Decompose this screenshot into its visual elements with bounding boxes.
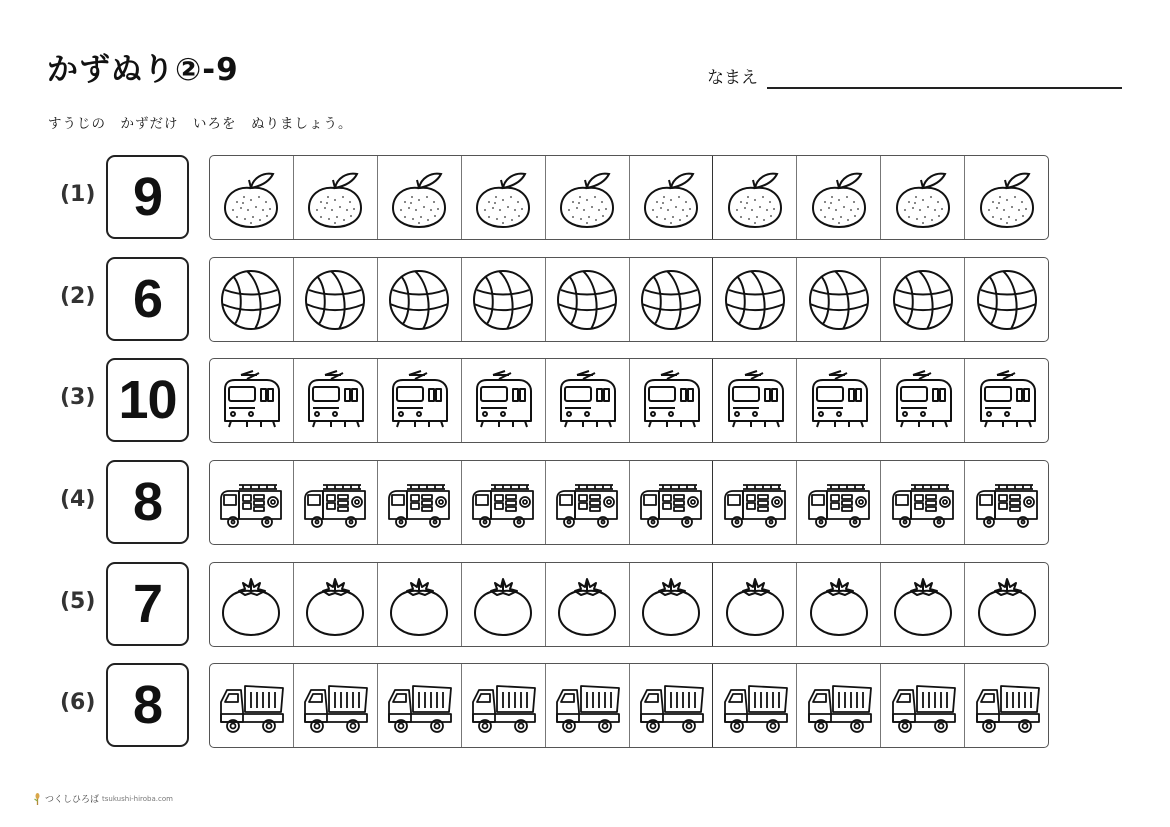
target-count-box: 6 [106, 257, 189, 341]
row-number-label: (3) [60, 385, 96, 410]
coloring-cell[interactable] [713, 461, 797, 544]
fire-truck-icon [889, 469, 957, 537]
worksheet-row [0, 562, 1100, 648]
target-count-box: 9 [106, 155, 189, 239]
basketball-icon [637, 266, 705, 334]
mandarin-orange-icon [973, 164, 1041, 232]
fire-truck-icon [973, 469, 1041, 537]
fire-truck-icon [721, 469, 789, 537]
coloring-cell[interactable] [797, 359, 881, 442]
basketball-icon [889, 266, 957, 334]
dump-truck-icon [217, 672, 285, 740]
tomato-icon [553, 571, 621, 639]
coloring-cell[interactable] [881, 563, 965, 646]
dump-truck-icon [637, 672, 705, 740]
tomato-icon [889, 571, 957, 639]
coloring-cell[interactable] [378, 563, 462, 646]
coloring-cell[interactable] [713, 563, 797, 646]
coloring-cells [209, 663, 1049, 748]
tomato-icon [973, 571, 1041, 639]
train-icon [637, 367, 705, 435]
coloring-cell[interactable] [210, 664, 294, 747]
tomato-icon [637, 571, 705, 639]
coloring-cell[interactable] [462, 156, 546, 239]
coloring-cell[interactable] [294, 563, 378, 646]
coloring-cell[interactable] [210, 461, 294, 544]
coloring-cell[interactable] [378, 359, 462, 442]
coloring-cell[interactable] [713, 664, 797, 747]
coloring-cell[interactable] [630, 359, 714, 442]
name-label: なまえ [707, 68, 758, 88]
basketball-icon [385, 266, 453, 334]
coloring-cell[interactable] [462, 359, 546, 442]
mandarin-orange-icon [385, 164, 453, 232]
coloring-cell[interactable] [881, 258, 965, 341]
fire-truck-icon [301, 469, 369, 537]
tomato-icon [301, 571, 369, 639]
coloring-cell[interactable] [210, 359, 294, 442]
train-icon [469, 367, 537, 435]
mandarin-orange-icon [553, 164, 621, 232]
coloring-cell[interactable] [462, 258, 546, 341]
coloring-cell[interactable] [881, 664, 965, 747]
coloring-cell[interactable] [462, 563, 546, 646]
coloring-cell[interactable] [797, 563, 881, 646]
coloring-cell[interactable] [210, 258, 294, 341]
mandarin-orange-icon [805, 164, 873, 232]
fire-truck-icon [385, 469, 453, 537]
coloring-cell[interactable] [546, 664, 630, 747]
coloring-cell[interactable] [797, 461, 881, 544]
train-icon [385, 367, 453, 435]
train-icon [553, 367, 621, 435]
train-icon [973, 367, 1041, 435]
coloring-cell[interactable] [294, 664, 378, 747]
basketball-icon [721, 266, 789, 334]
coloring-cells [209, 562, 1049, 647]
coloring-cell[interactable] [546, 359, 630, 442]
basketball-icon [301, 266, 369, 334]
coloring-cell[interactable] [630, 461, 714, 544]
basketball-icon [553, 266, 621, 334]
basketball-icon [805, 266, 873, 334]
target-count-box: 7 [106, 562, 189, 646]
dump-truck-icon [385, 672, 453, 740]
coloring-cell[interactable] [630, 563, 714, 646]
mandarin-orange-icon [469, 164, 537, 232]
fire-truck-icon [805, 469, 873, 537]
coloring-cell[interactable] [713, 359, 797, 442]
footer-brand: つくしひろば [45, 795, 100, 805]
coloring-cells [209, 358, 1049, 443]
row-number-label: (5) [60, 589, 96, 614]
fire-truck-icon [217, 469, 285, 537]
train-icon [301, 367, 369, 435]
coloring-cell[interactable] [546, 258, 630, 341]
coloring-cell[interactable] [965, 156, 1048, 239]
fire-truck-icon [469, 469, 537, 537]
train-icon [217, 367, 285, 435]
dump-truck-icon [469, 672, 537, 740]
mandarin-orange-icon [301, 164, 369, 232]
coloring-cell[interactable] [294, 359, 378, 442]
coloring-cell[interactable] [378, 664, 462, 747]
coloring-cell[interactable] [294, 156, 378, 239]
coloring-cell[interactable] [462, 664, 546, 747]
coloring-cell[interactable] [294, 258, 378, 341]
page-title: かずぬり②-9 [47, 52, 239, 88]
coloring-cell[interactable] [797, 258, 881, 341]
footer [33, 792, 173, 805]
coloring-cell[interactable] [630, 664, 714, 747]
worksheet-row [0, 257, 1100, 343]
row-number-label: (1) [60, 182, 96, 207]
coloring-cell[interactable] [630, 156, 714, 239]
name-field-line[interactable] [767, 87, 1122, 89]
coloring-cell[interactable] [546, 461, 630, 544]
coloring-cell[interactable] [797, 664, 881, 747]
coloring-cell[interactable] [965, 258, 1048, 341]
tomato-icon [217, 571, 285, 639]
target-count-box: 8 [106, 663, 189, 747]
coloring-cell[interactable] [965, 461, 1048, 544]
train-icon [889, 367, 957, 435]
coloring-cell[interactable] [630, 258, 714, 341]
mandarin-orange-icon [889, 164, 957, 232]
row-number-label: (6) [60, 690, 96, 715]
coloring-cell[interactable] [378, 156, 462, 239]
target-count-box: 8 [106, 460, 189, 544]
coloring-cell[interactable] [797, 156, 881, 239]
tsukushi-sprout-icon [33, 793, 42, 805]
row-number-label: (4) [60, 487, 96, 512]
instruction-text: すうじの かずだけ いろを ぬりましょう。 [48, 116, 353, 132]
dump-truck-icon [553, 672, 621, 740]
worksheet-row [0, 663, 1100, 749]
coloring-cell[interactable] [881, 461, 965, 544]
coloring-cell[interactable] [965, 563, 1048, 646]
coloring-cell[interactable] [546, 156, 630, 239]
fire-truck-icon [637, 469, 705, 537]
target-count-box: 10 [106, 358, 189, 442]
mandarin-orange-icon [217, 164, 285, 232]
worksheet-row [0, 358, 1100, 444]
coloring-cell[interactable] [713, 258, 797, 341]
coloring-cell[interactable] [210, 563, 294, 646]
dump-truck-icon [973, 672, 1041, 740]
coloring-cells [209, 460, 1049, 545]
coloring-cell[interactable] [462, 461, 546, 544]
coloring-cell[interactable] [378, 461, 462, 544]
tomato-icon [385, 571, 453, 639]
fire-truck-icon [553, 469, 621, 537]
dump-truck-icon [301, 672, 369, 740]
coloring-cell[interactable] [294, 461, 378, 544]
worksheet-row [0, 155, 1100, 241]
coloring-cells [209, 257, 1049, 342]
basketball-icon [469, 266, 537, 334]
basketball-icon [217, 266, 285, 334]
dump-truck-icon [805, 672, 873, 740]
row-number-label: (2) [60, 284, 96, 309]
coloring-cell[interactable] [546, 563, 630, 646]
worksheet-row [0, 460, 1100, 546]
dump-truck-icon [721, 672, 789, 740]
coloring-cells [209, 155, 1049, 240]
coloring-cell[interactable] [378, 258, 462, 341]
coloring-cell[interactable] [965, 359, 1048, 442]
basketball-icon [973, 266, 1041, 334]
dump-truck-icon [889, 672, 957, 740]
coloring-cell[interactable] [713, 156, 797, 239]
tomato-icon [721, 571, 789, 639]
coloring-cell[interactable] [881, 156, 965, 239]
train-icon [805, 367, 873, 435]
train-icon [721, 367, 789, 435]
tomato-icon [805, 571, 873, 639]
coloring-cell[interactable] [965, 664, 1048, 747]
mandarin-orange-icon [637, 164, 705, 232]
coloring-cell[interactable] [881, 359, 965, 442]
mandarin-orange-icon [721, 164, 789, 232]
footer-url: tsukushi-hiroba.com [102, 794, 173, 803]
tomato-icon [469, 571, 537, 639]
coloring-cell[interactable] [210, 156, 294, 239]
